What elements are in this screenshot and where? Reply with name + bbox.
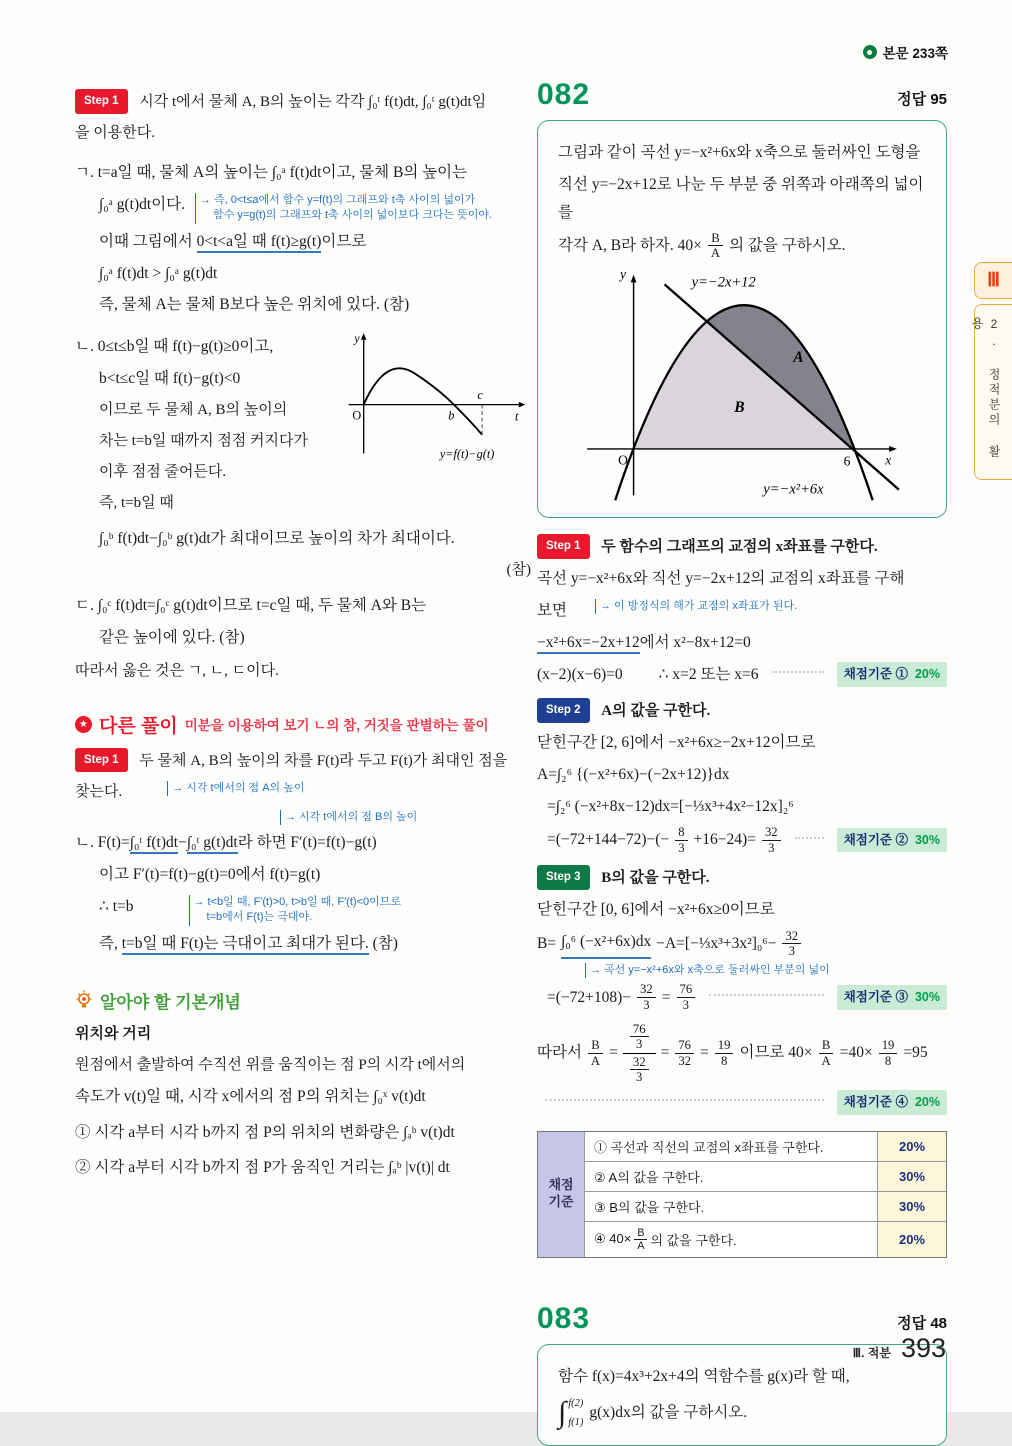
s1-eq2-row: (x−2)(x−6)=0 ∴ x=2 또는 x=6 채점기준 ① 20% xyxy=(537,661,947,689)
table-row: ② A의 값을 구한다. 30% xyxy=(584,1162,946,1192)
footer-page-number: 393 xyxy=(900,1333,946,1363)
concept-line1: 원점에서 출발하여 수직선 위를 움직이는 점 P의 시각 t에서의 xyxy=(75,1056,466,1073)
concept-subtitle: 위치와 거리 xyxy=(75,1025,152,1042)
figure-region-B-label: B xyxy=(734,398,745,416)
dotted-leader xyxy=(709,994,823,996)
nested-fraction: $\frac{\frac{76}{3}}{\frac{32}{3}}$ xyxy=(623,1021,656,1086)
alt-step1-row: Step 1 두 물체 A, B의 높이의 차를 F(t)라 두고 F(t)가 최대인 점을 xyxy=(75,748,531,775)
note-arrow-icon: → xyxy=(590,964,601,977)
underlined-condition: 0<t<a일 때 f(t)≥g(t) xyxy=(197,233,322,253)
s2-eq3-row: =(−72+144−72)−(− $\frac{8}{3}$ +16−24)= $\frac{32}{3}$ 채점기준 ② 30% xyxy=(537,825,947,855)
note-arrow-icon: → xyxy=(285,810,296,823)
integral-sign: ∫ xyxy=(558,1395,567,1429)
annotation-note-g: → 즉, 0<t≤a에서 함수 y=f(t)의 그래프와 t축 사이의 넓이가 함수 y=g(t)의 그래프와 t축 사이의 넓이보다 크다는 뜻이야. xyxy=(195,193,492,224)
concept-heading xyxy=(75,988,531,1013)
note-arrow-icon: → xyxy=(599,599,611,612)
grading-criterion-4-badge: 채점기준 ④ 20% xyxy=(837,1090,947,1115)
step1-badge: Step 1 xyxy=(75,89,128,114)
right-column: 082 정답 95 그림과 같이 곡선 y=−x²+6x와 x축으로 둘러싸인 도형을 직선 y=−2x+12로 나눈 두 부분 중 위쪽과 아래쪽의 넓이를 각각 A, B라 하자. 40× $\frac{B}{A}$ 의 값을 구하시오. y=−2x+12 A B O 6 x y y=−x²+6x Step 1 두 함수의 그래프의 교점의 x좌표를 구한다. 곡선 y=−x²+6x와 직선 y=−2x+12의 교점의 x좌표를 구해 보면 → 이 방정식의 해가 교점의 x좌표가 된다. −x²+6x=−2x+12에서 x²−8x+12=0 (x−2)(x−6)=0 ∴ x=2 또는 x=6 채점기준 ① 20% Step 2 A의 값을 구한다. 닫힌구간 [2, 6]에서 −x²+6x≥−2x+12이므로 A=∫₂⁶ {(−x²+6x)−(−2x+12)}dx =∫₂⁶ (−x²+8x−12)dx=[−⅓x³+4x²−12x]₂⁶ =(−72+144−72)−(− $\frac{8}{3}$ +16−24)= $\frac{32}{3}$ 채점기준 ② 30% Step 3 B의 값을 구한다. 닫힌구간 [0, 6]에서 −x²+6x≥0이므로 B= ∫₀⁶ (−x²+6x)dx −A=[−⅓x³+3x²]₀⁶− $\frac{32}{3}$ → 곡선 y=−x²+6x와 x축으로 둘러싸인 부분의 넓이 =(−72+108)− $\frac{32}{3}$ = $\frac{76}{3}$ 채점기준 ③ 30% 따라서 $\frac{B}{A}$ = $\frac{\frac{76}{3}}{\frac{32}{3}}$ = $\frac{76}{32}$ = $\frac{19}{8}$ 이므로 40× $\frac{B}{A}$ =40× $\frac{19}{8}$ =95 채점기준 ④ 20% 채점 기준 ① 곡선과 직선의 교점의 x좌표를 구한다. 20% ② A의 값을 구한다. 30% ③ B의 값을 구한다. 30% ④ 40× $\frac{B}{A}$ 의 값을 구한다. 20% 083 정답 48 함수 f(x)=4x³+2x+4의 역함수를 g(x)라 할 때, ∫ f(2) f(1) g(x)dx의 값을 구하시오. xyxy=(537,78,947,1446)
s3-eq1: B= ∫₀⁶ (−x²+6x)dx −A=[−⅓x³+3x²]₀⁶− $\frac{32}{3}$ xyxy=(537,928,947,959)
final-computation: 따라서 $\frac{B}{A}$ = $\frac{\frac{76}{3}}{\frac{32}{3}}$ = $\frac{76}{32}$ = $\frac{19}{8}$ 이므로 40× $\frac{B}{A}$ =40× $\frac{19}{8}$ =95 xyxy=(537,1021,928,1085)
alt-formula-line3-row: ∴ t=b → t<b일 때, F′(t)>0, t>b일 때, F′(t)<0이므로 t=b에서 F(t)는 극대야. xyxy=(75,893,531,926)
figure-origin-label: O xyxy=(618,452,628,468)
problem-082-header xyxy=(537,78,947,112)
chapter-side-tab xyxy=(970,262,1012,480)
alt-formula-line4: 즉, t=b일 때 F(t)는 극대이고 최대가 된다. (참) xyxy=(75,930,531,958)
problem-082-box: 그림과 같이 곡선 y=−x²+6x와 x축으로 둘러싸인 도형을 직선 y=−2x+12로 나눈 두 부분 중 위쪽과 아래쪽의 넓이를 각각 A, B라 하자. 40× $\frac{B}{A}$ 의 값을 구하시오. y=−2x+12 A B O 6 x y y=−x²+6x xyxy=(537,120,947,518)
alt-step1-row2: 찾는다. → 시각 t에서의 점 A의 높이 xyxy=(75,781,305,800)
problem-number: 082 xyxy=(537,78,591,111)
page-ref-text: 본문 233쪽 xyxy=(882,46,948,61)
problem-083-q2: ∫ f(2) f(1) g(x)dx의 값을 구하시오. xyxy=(558,1395,748,1429)
alt-formula-line2: 이고 F′(t)=f(t)−g(t)=0에서 f(t)=g(t) xyxy=(99,866,321,884)
intro-text: 시각 t에서 물체 A, B의 높이는 각각 ∫₀ᵗ f(t)dt, ∫₀ᵗ g(t)dt임 xyxy=(139,94,487,110)
item-g-line1: ㄱ. t=a일 때, 물체 A의 높이는 ∫₀ᵃ f(t)dt이고, 물체 B의 높이는 xyxy=(75,164,468,181)
alt-solution-heading xyxy=(75,711,531,738)
figure-y-axis-label: y xyxy=(620,266,627,282)
chapter-roman-numeral: Ⅲ xyxy=(974,262,1012,299)
final-rubric-row xyxy=(537,1090,947,1115)
s2-badge: Step 2 xyxy=(537,698,590,723)
graph-b-label: b xyxy=(448,409,455,424)
table-row: ③ B의 값을 구한다. 30% xyxy=(584,1192,946,1222)
dotted-leader xyxy=(795,837,824,839)
footer-section: Ⅲ. 적분 xyxy=(852,1346,891,1360)
answer-badge: 정답 95 xyxy=(897,91,947,108)
figure-region-A-label: A xyxy=(793,348,804,366)
problem-082-q3: 각각 A, B라 하자. 40× $\frac{B}{A}$ 의 값을 구하시오. xyxy=(558,230,846,261)
annotation-note-intersection: → 이 방정식의 해가 교점의 x좌표가 된다. xyxy=(595,599,797,614)
annotation-note-area: → 곡선 y=−x²+6x와 x축으로 둘러싸인 부분의 넓이 xyxy=(585,963,947,978)
item-d-line2: 같은 높이에 있다. (참) xyxy=(99,628,245,646)
s3-title-row: Step 3 B의 값을 구한다. xyxy=(537,865,947,892)
item-g-line2-row xyxy=(75,191,531,224)
item-g-line2: ∫₀ᵃ g(t)dt이다. xyxy=(99,195,186,213)
chapter-section-label: 2. 정적분의 활용 xyxy=(974,304,1012,480)
table-row: ④ 40× $\frac{B}{A}$ 의 값을 구한다. 20% xyxy=(584,1222,946,1258)
item-g-line5: 즉, 물체 A는 물체 B보다 높은 위치에 있다. (참) xyxy=(99,296,410,314)
figure-curve-label: y=−x²+6x xyxy=(763,481,824,498)
s1-badge: Step 1 xyxy=(537,534,590,559)
graph-c-label: c xyxy=(477,388,483,403)
problem-083-header xyxy=(537,1302,947,1336)
dotted-leader xyxy=(772,671,824,673)
graph-curve-label: y=f(t)−g(t) xyxy=(439,447,495,462)
grading-criterion-3-badge: 채점기준 ③ 30% xyxy=(837,985,947,1010)
star-icon: ★ xyxy=(75,716,92,733)
solution-intro-line2: 을 이용한다. xyxy=(75,125,155,141)
item-n-text: ㄴ. 0≤t≤b일 때 f(t)−g(t)≥0이고, b<t≤c일 때 f(t)−g(t)<0 이므로 두 물체 A, B의 높이의 차는 t=b일 때까지 점점 커지다가 이후 점점 줄어든다. 즉, t=b일 때 xyxy=(75,338,309,512)
item-g-line4: ∫₀ᵃ f(t)dt > ∫₀ᵃ g(t)dt xyxy=(99,264,218,282)
answer-badge: 정답 48 xyxy=(897,1315,947,1333)
note-arrow-icon: → xyxy=(193,895,205,908)
dotted-leader xyxy=(545,1099,824,1101)
item-n-block xyxy=(75,329,531,521)
table-row: ① 곡선과 직선의 교점의 x좌표를 구한다. 20% xyxy=(584,1132,946,1162)
solution-intro-line1 xyxy=(75,89,531,116)
figure-x6-label: 6 xyxy=(843,453,851,469)
s2-title-row: Step 2 A의 값을 구한다. xyxy=(537,698,947,725)
note-arrow-icon: → xyxy=(172,781,184,794)
grading-criterion-1-badge: 채점기준 ① 20% xyxy=(837,662,947,687)
note-arrow-icon: → xyxy=(200,193,212,206)
annotation-note-B: → 시각 t에서의 점 B의 높이 xyxy=(280,810,485,825)
difference-function-graph xyxy=(343,329,531,469)
figure-x-axis-label: x xyxy=(885,452,892,468)
page-ref-icon xyxy=(863,45,877,59)
item-n-line7: ∫₀ᵇ f(t)dt−∫₀ᵇ g(t)dt가 최대이므로 높이의 차가 최대이다. xyxy=(99,530,455,548)
lightbulb-icon xyxy=(75,990,93,1010)
annotation-note-extremum: → t<b일 때, F′(t)>0, t>b일 때, F′(t)<0이므로 t=b에서 F(t)는 극대야. xyxy=(189,895,401,926)
problem-number: 083 xyxy=(537,1302,591,1336)
region-area-figure xyxy=(558,265,926,507)
s1-eq1: −x²+6x=−2x+12에서 x²−8x+12=0 xyxy=(537,629,947,657)
table-header-cell: 채점 기준 xyxy=(538,1132,584,1258)
concept-item1: ① 시각 a부터 시각 b까지 점 P의 위치의 변화량은 ∫ₐᵇ v(t)dt xyxy=(75,1123,455,1141)
conclusion: 따라서 옳은 것은 ㄱ, ㄴ, ㄷ이다. xyxy=(75,662,279,679)
alt-solution-subtitle: 미분을 이용하여 보기 ㄴ의 참, 거짓을 판별하는 풀이 xyxy=(184,718,489,734)
graph-origin-label: O xyxy=(352,409,362,424)
grading-criteria-table xyxy=(537,1131,947,1259)
alt-step1-badge: Step 1 xyxy=(75,748,128,773)
concept-title: 알아야 할 기본개념 xyxy=(100,992,241,1012)
problem-083-box: 함수 f(x)=4x³+2x+4의 역함수를 g(x)라 할 때, ∫ f(2) f(1) g(x)dx의 값을 구하시오. xyxy=(537,1344,947,1446)
item-g-line3: 이때 그림에서 0<t<a일 때 f(t)≥g(t)이므로 xyxy=(75,228,531,256)
graph-t-label: t xyxy=(515,409,519,424)
alt-solution-title: 다른 풀이 xyxy=(99,715,178,737)
s1-title-row: Step 1 두 함수의 그래프의 교점의 x좌표를 구한다. xyxy=(537,534,947,561)
concept-item2: ② 시각 a부터 시각 b까지 점 P가 움직인 거리는 ∫ₐᵇ |v(t)| dt xyxy=(75,1159,450,1177)
annotation-note-A: → 시각 t에서의 점 A의 높이 xyxy=(167,781,304,796)
s1-note-row: 보면 → 이 방정식의 해가 교점의 x좌표가 된다. xyxy=(537,599,798,619)
graph-y-label: y xyxy=(354,331,360,346)
s3-badge: Step 3 xyxy=(537,865,590,890)
item-n-true: (참) xyxy=(506,562,531,579)
alt-formula-line1: ㄴ. F(t)=∫₀ᵗ f(t)dt−∫₀ᵗ g(t)dt라 하면 F′(t)=f(t)−g(t) xyxy=(75,829,531,857)
page-footer xyxy=(853,1333,946,1364)
figure-line-label: y=−2x+12 xyxy=(691,274,756,291)
page-reference xyxy=(863,42,948,62)
grading-criterion-2-badge: 채점기준 ② 30% xyxy=(837,828,947,853)
integral-with-limits: ∫ f(2) f(1) xyxy=(558,1395,584,1429)
item-d-line1: ㄷ. ∫₀ᶜ f(t)dt=∫₀ᶜ g(t)dt이므로 t=c일 때, 두 물체 A와 B는 xyxy=(75,597,427,615)
s3-eq2-row: =(−72+108)− $\frac{32}{3}$ = $\frac{76}{3}$ 채점기준 ③ 30% xyxy=(537,982,947,1012)
fraction-B-over-A: $\frac{B}{A}$ xyxy=(708,231,723,261)
left-column xyxy=(75,85,531,1186)
concept-line2: 속도가 v(t)일 때, 시각 x에서의 점 P의 위치는 ∫₀ˣ v(t)dt xyxy=(75,1087,426,1105)
